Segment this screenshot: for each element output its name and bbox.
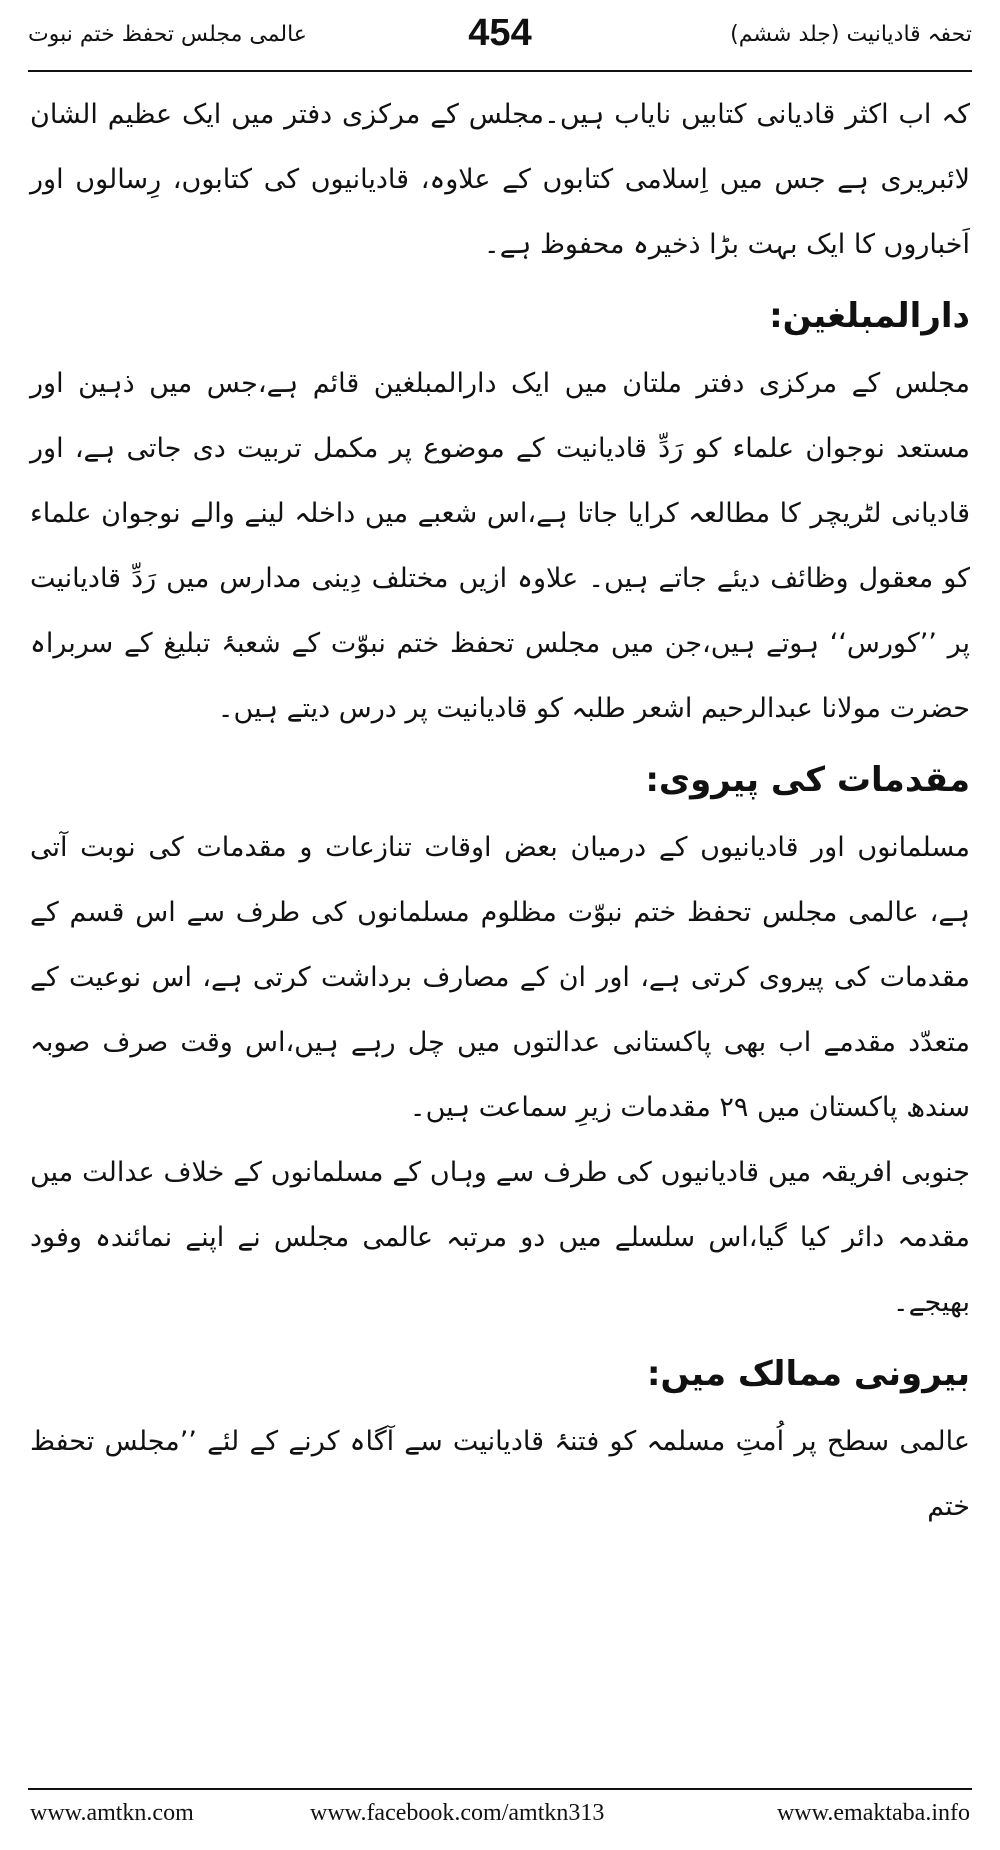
paragraph-global: عالمی سطح پر اُمتِ مسلمہ کو فتنۂ قادیانیت سے آگاہ کرنے کے لئے ’’مجلس تحفظ ختم: [30, 1426, 970, 1522]
footer-link-amtkn[interactable]: www.amtkn.com: [30, 1800, 194, 1826]
book-title: تحفہ قادیانیت (جلد ششم): [730, 22, 972, 47]
heading-foreign-countries: بیرونی ممالک میں:: [646, 1354, 970, 1394]
paragraph-cases: مسلمانوں اور قادیانیوں کے درمیان بعض اوقات تنازعات و مقدمات کی نوبت آتی ہے، عالمی مجلس تحفظ ختم نبوّت مظلوم مسلمانوں کی طرف سے اس قسم کے مقدمات کی پیروی کرتی ہے، اور ان کے مصارف برداشت کرتی ہے، اس نوعیت کے متعدّد مقدمے اب بھی پاکستانی عدالتوں میں چل رہے ہیں،اس وقت صرف صوبہ سندھ پاکستان میں ۲۹ مقدمات زیرِ سماعت ہیں۔: [30, 832, 970, 1123]
paragraph-library: کہ اب اکثر قادیانی کتابیں نایاب ہیں۔مجلس کے مرکزی دفتر میں ایک عظیم الشان لائبریری ہے جس میں اِسلامی کتابوں کے علاوہ، قادیانیوں کی کتابوں، رِسالوں اور اَخباروں کا ایک بہت بڑا ذخیرہ محفوظ ہے۔: [30, 99, 970, 260]
footer-link-emaktaba[interactable]: www.emaktaba.info: [776, 1800, 970, 1826]
paragraph-darul-muballigheen: مجلس کے مرکزی دفتر ملتان میں ایک دارالمبلغین قائم ہے،جس میں ذہین اور مستعد نوجوان علماء کو رَدِّ قادیانیت کے موضوع پر مکمل تربیت دی جاتی ہے، اور قادیانی لٹریچر کا مطالعہ کرایا جاتا ہے،اس شعبے میں داخلہ لینے والے نوجوان علماء کو معقول وظائف دیئے جاتے ہیں۔ علاوہ ازیں مختلف دِینی مدارس میں رَدِّ قادیانیت پر ’’کورس‘‘ ہوتے ہیں،جن میں مجلس تحفظ ختم نبوّت کے شعبۂ تبلیغ کے سربراہ حضرت مولانا عبدالرحیم اشعر طلبہ کو قادیانیت پر درس دیتے ہیں۔: [30, 368, 971, 724]
page-number: 454: [468, 12, 532, 54]
publisher-title: عالمی مجلس تحفظ ختم نبوت: [28, 22, 307, 47]
heading-cases: مقدمات کی پیروی:: [645, 760, 970, 800]
header-divider: [28, 70, 972, 72]
heading-darul-muballigheen: دارالمبلغین:: [769, 296, 970, 336]
footer-divider: [28, 1788, 972, 1790]
page-body: [30, 82, 970, 1539]
paragraph-south-africa: جنوبی افریقہ میں قادیانیوں کی طرف سے وہاں کے مسلمانوں کے خلاف عدالت میں مقدمہ دائر کیا گیا،اس سلسلے میں دو مرتبہ عالمی مجلس نے اپنے نمائندہ وفود بھیجے۔: [30, 1157, 970, 1318]
page-footer: [30, 1800, 970, 1836]
page-header: [28, 12, 972, 64]
footer-link-facebook[interactable]: www.facebook.com/amtkn313: [310, 1800, 605, 1826]
